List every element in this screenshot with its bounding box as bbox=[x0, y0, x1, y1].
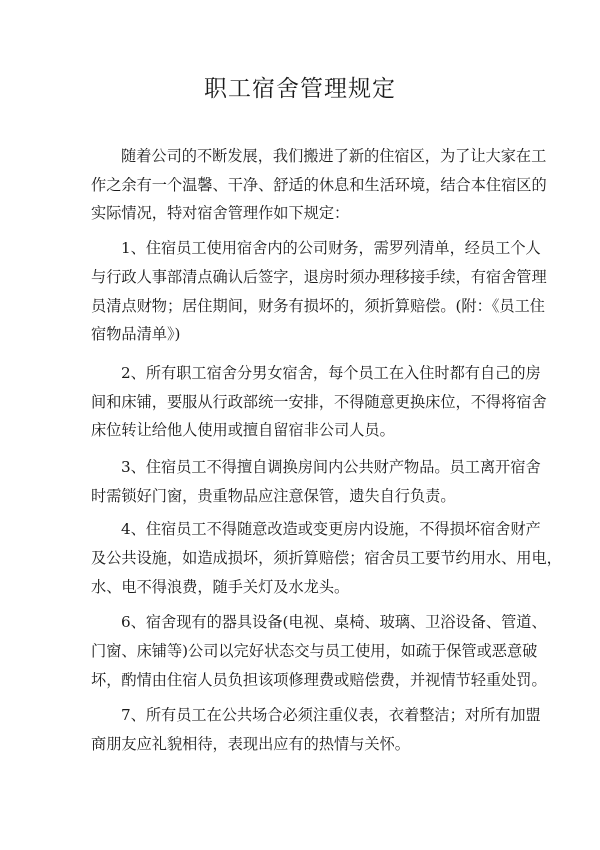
paragraph-5-line-1: 4、住宿员工不得随意改造或变更房内设施，不得损坏宿舍财产 bbox=[121, 520, 541, 538]
paragraph-2-line-2: 与行政人事部清点确认后签字，退房时须办理移接手续，有宿舍管理 bbox=[91, 268, 547, 286]
paragraph-3-line-1: 2、所有职工宿舍分男女宿舍，每个员工在入住时都有自己的房 bbox=[121, 364, 541, 382]
paragraph-7-line-1: 7、所有员工在公共场合必须注重仪表，衣着整洁；对所有加盟 bbox=[121, 706, 541, 724]
paragraph-7-line-2: 商朋友应礼貌相待，表现出应有的热情与关怀。 bbox=[91, 735, 410, 753]
paragraph-6-line-2: 门窗、床铺等)公司以完好状态交与员工使用，如疏于保管或恶意破 bbox=[91, 642, 538, 660]
paragraph-1-line-2: 作之余有一个温馨、干净、舒适的休息和生活环境，结合本住宿区的 bbox=[91, 176, 547, 194]
paragraph-5-line-2: 及公共设施，如造成损坏，须折算赔偿；宿舍员工要节约用水、用电， bbox=[91, 549, 562, 567]
paragraph-2-line-4: 宿物品清单》) bbox=[91, 325, 181, 343]
paragraph-4-line-1: 3、住宿员工不得擅自调换房间内公共财产物品。员工离开宿舍 bbox=[121, 458, 541, 476]
paragraph-6-line-3: 坏，酌情由住宿人员负担该项修理费或赔偿费，并视情节轻重处罚。 bbox=[91, 671, 547, 689]
paragraph-3-line-3: 床位转让给他人使用或擅自留宿非公司人员。 bbox=[91, 421, 395, 439]
document-title: 职工宿舍管理规定 bbox=[204, 76, 396, 102]
paragraph-3-line-2: 间和床铺，要服从行政部统一安排，不得随意更换床位，不得将宿舍 bbox=[91, 393, 547, 411]
paragraph-2-line-1: 1、住宿员工使用宿舍内的公司财务，需罗列清单，经员工个人 bbox=[121, 239, 541, 257]
paragraph-1-line-3: 实际情况，特对宿舍管理作如下规定： bbox=[91, 204, 350, 222]
paragraph-5-line-3: 水、电不得浪费，随手关灯及水龙头。 bbox=[91, 578, 350, 596]
paragraph-1-line-1: 随着公司的不断发展，我们搬进了新的住宿区，为了让大家在工 bbox=[121, 147, 547, 165]
paragraph-4-line-2: 时需锁好门窗，贵重物品应注意保管，遗失自行负责。 bbox=[91, 487, 456, 505]
paragraph-6-line-1: 6、宿舍现有的器具设备(电视、桌椅、玻璃、卫浴设备、管道、 bbox=[121, 613, 547, 631]
paragraph-2-line-3: 员清点财物；居住期间，财务有损坏的，须折算赔偿。(附：《员工住 bbox=[91, 297, 545, 315]
